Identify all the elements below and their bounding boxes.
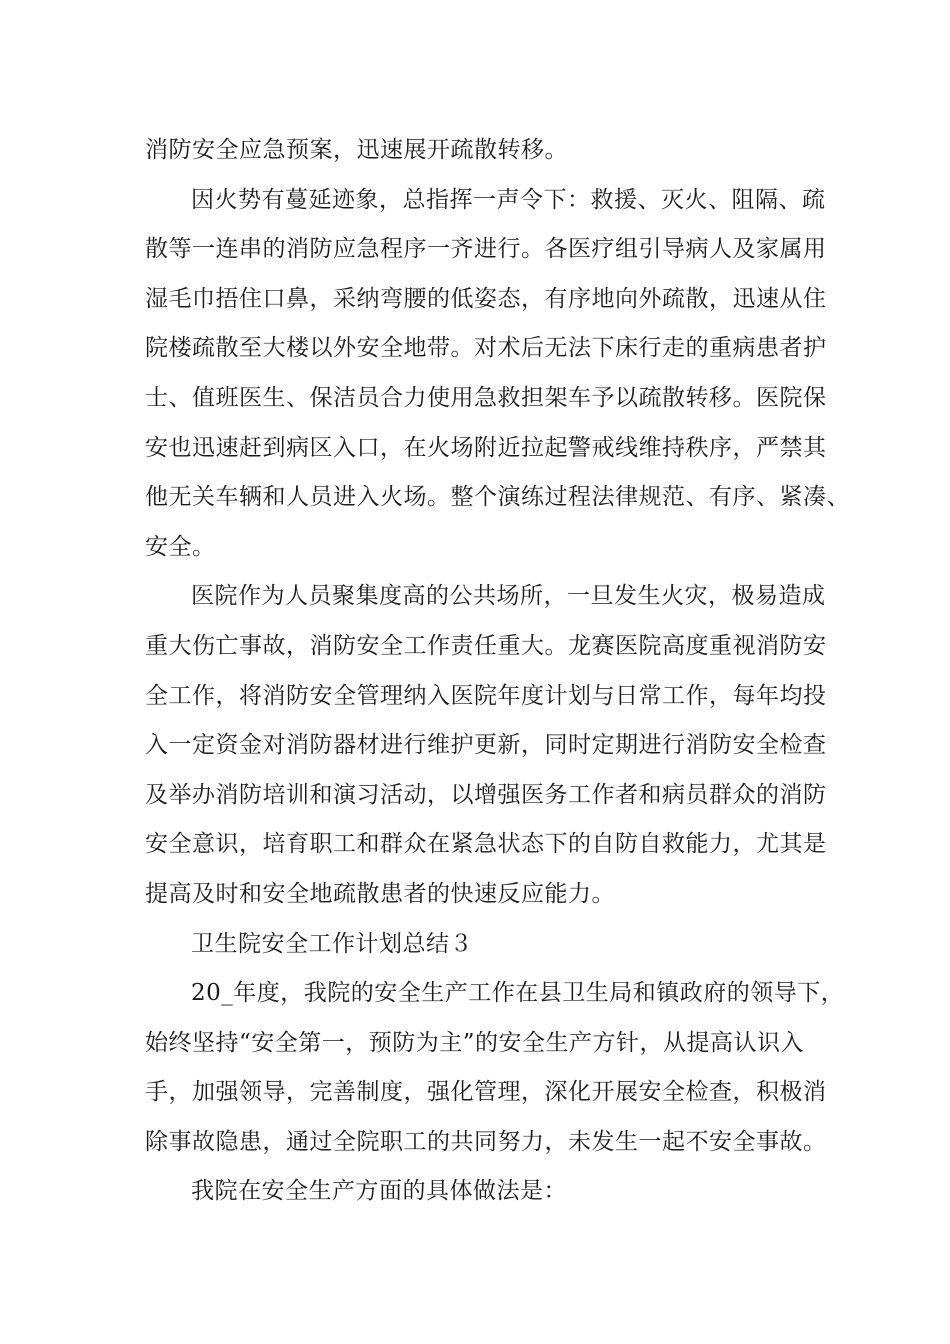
text-line: 士、值班医生、保洁员合力使用急救担架车予以疏散转移。医院保 bbox=[145, 384, 827, 411]
text-line: 安全意识，培育职工和群众在紧急状态下的自防自救能力，尤其是 bbox=[145, 831, 827, 858]
text-line: 因火势有蔓延迹象，总指挥一声令下：救援、灭火、阻隔、疏 bbox=[191, 186, 826, 213]
text-line: 始终坚持“安全第一，预防为主”的安全生产方针，从提高认识入 bbox=[145, 1029, 805, 1056]
text-line: 医院作为人员聚集度高的公共场所，一旦发生火灾，极易造成 bbox=[191, 583, 826, 610]
text-line: 散等一连串的消防应急程序一齐进行。各医疗组引导病人及家属用 bbox=[145, 236, 827, 263]
text-line: 湿毛巾捂住口鼻，采纳弯腰的低姿态，有序地向外疏散，迅速从住 bbox=[145, 285, 827, 312]
text-line: 重大伤亡事故，消防安全工作责任重大。龙赛医院高度重视消防安 bbox=[145, 632, 827, 659]
text-line: 他无关车辆和人员进入火场。整个演练过程法律规范、有序、紧凑、 bbox=[145, 484, 850, 511]
text-line: 院楼疏散至大楼以外安全地带。对术后无法下床行走的重病患者护 bbox=[145, 335, 827, 362]
text-line: 提高及时和安全地疏散患者的快速反应能力。 bbox=[145, 880, 615, 907]
text-line: 我院在安全生产方面的具体做法是： bbox=[191, 1178, 567, 1205]
text-line: 除事故隐患，通过全院职工的共同努力，未发生一起不安全事故。 bbox=[145, 1128, 827, 1155]
text-line: 20_年度，我院的安全生产工作在县卫生局和镇政府的领导下， bbox=[191, 980, 845, 1007]
text-line: 手，加强领导，完善制度，强化管理，深化开展安全检查，积极消 bbox=[145, 1079, 827, 1106]
text-line: 安也迅速赶到病区入口，在火场附近拉起警戒线维持秩序，严禁其 bbox=[145, 434, 827, 461]
text-line: 入一定资金对消防器材进行维护更新，同时定期进行消防安全检查 bbox=[145, 732, 827, 759]
text-line: 全工作，将消防安全管理纳入医院年度计划与日常工作，每年均投 bbox=[145, 682, 827, 709]
text-line: 消防安全应急预案，迅速展开疏散转移。 bbox=[145, 137, 568, 163]
text-line: 及举办消防培训和演习活动，以增强医务工作者和病员群众的消防 bbox=[145, 781, 827, 808]
section-heading: 卫生院安全工作计划总结３ bbox=[191, 930, 473, 957]
text-line: 安全。 bbox=[145, 533, 216, 560]
document-body bbox=[145, 126, 850, 1217]
